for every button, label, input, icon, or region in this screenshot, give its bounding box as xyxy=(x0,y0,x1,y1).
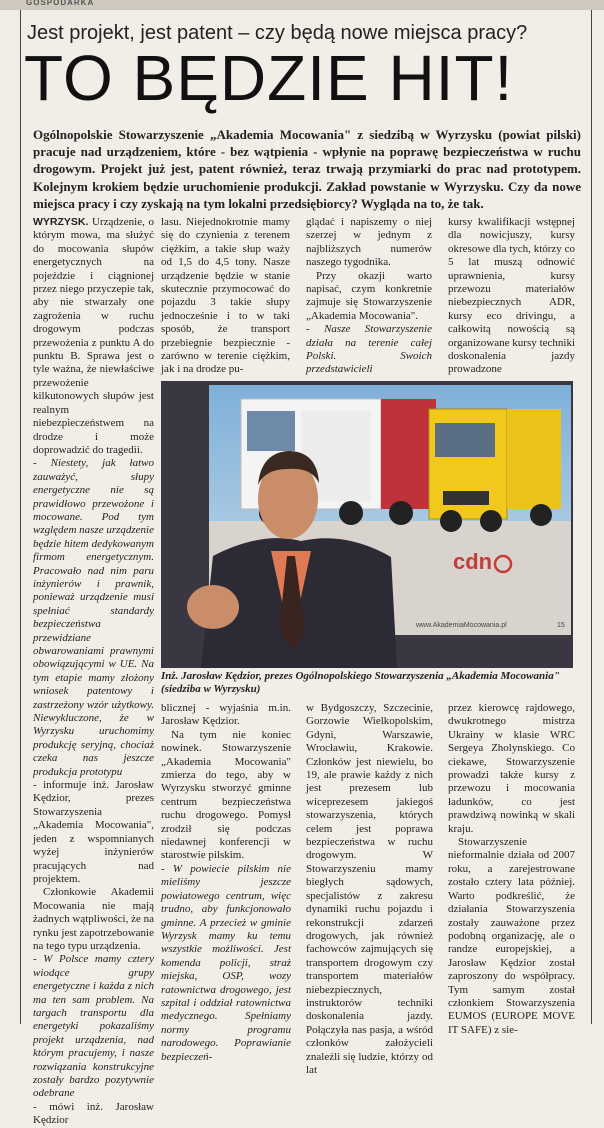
slide-number: 15 xyxy=(557,622,565,629)
article-lead: Ogólnopolskie Stowarzyszenie „Akademia Mocowania" z siedzibą w Wyrzysku (powiat pilski) pracuje nad urządzeniem, które - bez wątpienia - wpłynie na poprawę bezpieczeństwa w ruchu drogowym. Projekt już jest, patent również, teraz trwają przymiarki do prac nad prototypem. Kolejnym krokiem będzie uruchomienie produkcji. Zakład powstanie w Wyrzysku. Czy da nowe miejsca pracy i czy zyskają na tym lokalni przedsiębiorcy? Wygląda na to, że tak. xyxy=(33,127,581,211)
col7-para1: przez kierowcę rajdowego, dwukrotnego mistrza Ukrainy w klasie WRC Sergeya Zholynskiego. Co ciekawe, Stowarzyszenie prowadzi także kursy z przewozu i mocowania ładunków, co jest prawdziwą nowinką w skali kraju. xyxy=(448,702,575,835)
column-3 xyxy=(161,702,291,1063)
yellow-truck xyxy=(429,409,561,532)
section-label: GOSPODARKA xyxy=(26,0,95,7)
col3-quote: - W powiecie pilskim nie mieliśmy jeszcze powiatowego centrum, więc trudno, aby funkcjonowało gminne. A przecież w gminie Wyrzysk mamy ku temu wszystkie możliwości. Jest komenda policji, straż miejska, OSP, wozy ratownictwa drogowego, jest szpital i oddział ratownictwa medycznego. Spełniamy normy programu narodowego. Poprawianie bezpieczeń- xyxy=(161,862,291,1063)
photo-caption: Inż. Jarosław Kędzior, prezes Ogólnopolskiego Stowarzyszenia „Akademia Mocowania" (siedziba w Wyrzysku) xyxy=(161,670,560,695)
col1-attribution2: - mówi inż. Jarosław Kędzior xyxy=(33,1100,154,1127)
article-photo xyxy=(161,381,573,668)
col6-para1: kursy kwalifikacji wstępnej dla nowicjuszy, kursy okresowe dla tych, którzy co 5 lat muszą odnowić uprawnienia, kursy przewozu materiałów niebezpiecznych ADR, kursy eco drivingu, a całkowitą nowością są organizowane kursy techniki doskonalenia jazdy prowadzone xyxy=(448,216,575,376)
col4-para2: Przy okazji warto napisać, czym konkretnie zajmuje się Stowarzyszenie „Akademia Mocowania". xyxy=(306,269,432,322)
col1-para3: Członkowie Akademii Mocowania nie mają żadnych wątpliwości, że na rynku jest zapotrzebowanie na tego typu urządzenia. xyxy=(33,886,154,952)
column-1 xyxy=(33,216,154,1127)
col5-para1: w Bydgoszczy, Szczecinie, Gorzowie Wielkopolskim, Gdyni, Warszawie, Wrocławiu, Krakowie. Członków jest niewielu, bo 19, ale prawie każdy z nich jest prezesem lub wiceprezesem jakiegoś stowarzyszenia, których celem jest poprawa bezpieczeństwa w ruchu drogowym. W Stowarzyszeniu mamy biegłych sądowych, specjalistów z zakresu dynamiki ruchu pojazdu i rekonstrukcji zdarzeń drogowych, jak również fachowców zajmujących się transportem drogowym czy transportem materiałów niebezpiecznych, instruktorów techniki doskonalenia jazdy. Połączyła nas pasja, a wśród członków założycieli znaleźli się ludzie, którzy od lat xyxy=(306,702,433,1076)
article-subhead: Jest projekt, jest patent – czy będą nowe miejsca pracy? xyxy=(27,22,528,44)
col4-para1: glądać i napiszemy o niej szerzej w jednym z najbliższych numerów naszego tygodnika. xyxy=(306,216,432,269)
col4-para3: - Nasze Stowarzyszenie działa na terenie całej Polski. Swoich przedstawicieli xyxy=(306,323,432,376)
column-5 xyxy=(306,702,433,1076)
section-bar xyxy=(0,0,604,10)
column-6 xyxy=(448,216,575,378)
article-headline: TO BĘDZIE HIT! xyxy=(24,42,514,114)
col1-attribution: - informuje inż. Jarosław Kędzior, prezes Stowarzyszenia „Akademia Mocowania", jeden z wspomnianych wyżej inżynierów pracujących nad projektem. xyxy=(33,779,154,885)
col7-para2: Stowarzyszenie nieformalnie działa od 2007 roku, a zarejestrowane zostało cztery lata później. Warto podkreślić, że działania Stowarzyszenia zostały zauważone przez podobną organizację, ale o randze europejskiej, a Jarosław Kędzior został zaproszony do współpracy. Tym samym został członkiem Stowarzyszenia EUMOS (EUROPE MOVE IT SAFE) z sie- xyxy=(448,836,575,1036)
presentation-photo-illustration xyxy=(161,381,573,668)
column-7 xyxy=(448,702,575,1036)
column-4 xyxy=(306,216,432,378)
col3-para2: Na tym nie koniec nowinek. Stowarzyszenie „Akademia Mocowania" zmierza do tego, aby w Wyrzysku stworzyć gminne centrum bezpieczeństwa ruchu drogowego. Pomysł zrodził się podczas niedawnej konferencji w starostwie pilskim. xyxy=(161,728,291,862)
dateline: WYRZYSK. xyxy=(33,216,89,228)
col1-quote2: - W Polsce mamy cztery wiodące grupy energetyczne i każda z nich ma ten sam problem. Na targach transportu dla energetyki pokazaliśmy projekt urządzenia, nad którym pracujemy, i nasze rozwiązania konstrukcyjne zostały bardzo pozytywnie odebrane xyxy=(33,953,154,1100)
col1-quote1: - Niestety, jak łatwo zauważyć, słupy energetyczne nie są prawidłowo przewożone i mocowane. Pod tym względem nasze urządzenie będzie hitem dedykowanym firmom energetycznym. Pracowało nad nim paru inżynierów i prawnik, ponieważ urządzenie musi spełniać standardy bezpieczeństwa przewidziane obwarowaniami prawnymi obowiązującymi w UE. Na tym etapie mamy złożony wniosek patentowy i zastrzeżony wzór użytkowy. Niewykluczone, że w Wyrzysku uruchomimy produkcję seryjną, chociaż czeka nas jeszcze produkcja prototypu xyxy=(33,457,154,778)
col3-para1: blicznej - wyjaśnia m.in. Jarosław Kędzior. xyxy=(161,702,291,728)
column-2 xyxy=(161,216,290,378)
slide-logo: cdn xyxy=(453,549,493,574)
col2-para1: lasu. Niejednokrotnie mamy się do czynienia z terenem ciężkim, a takie słup waży od 1,5 do 4,5 tony. Nasze urządzenie będzie w stanie skutecznie przymocować do pojazdu 3 takie słupy jednocześnie i to w taki sposób, że transport przebiegnie bezpiecznie - zarówno w terenie ciężkim, jak i na drodze pu- xyxy=(161,216,290,376)
col1-para1: Urządzenie, o którym mowa, ma służyć do mocowania słupów energetycznych na pojeździe i ciągnionej przez niego przyczepie tak, aby nie stwarzały one zagrożenia w ruchu drogowym podczas przewożenia z punktu A do punktu B. Sprawa jest o tyle ważna, że niewłaściwe przewożenie kilkutonowych słupów jest realnym niebezpieczeństwem na drodze i może doprowadzić do tragedii. xyxy=(33,216,154,456)
slide-url: www.AkademiaMocowania.pl xyxy=(416,622,507,629)
